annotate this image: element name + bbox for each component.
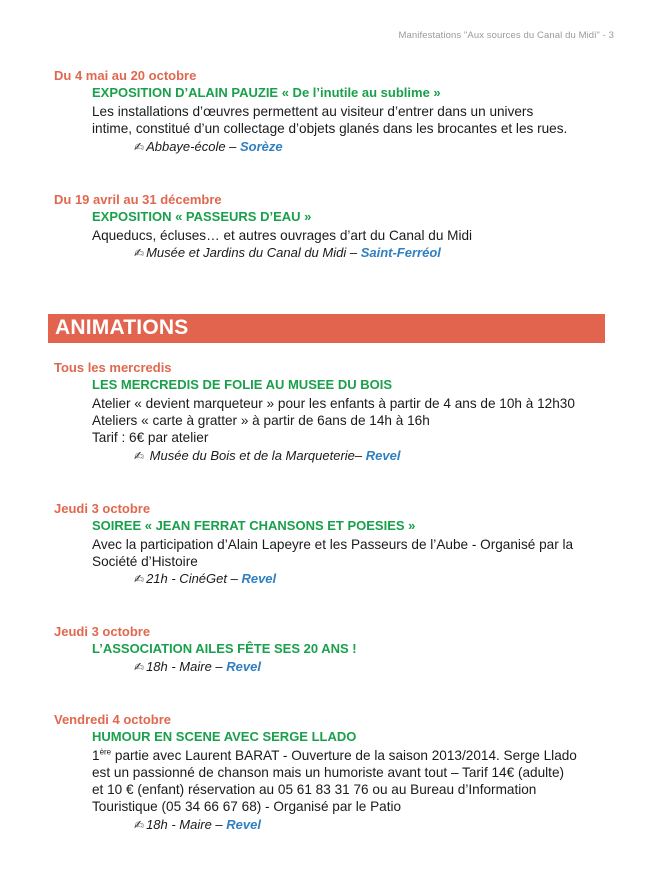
event-description xyxy=(92,395,608,446)
section-title: ANIMATIONS xyxy=(55,316,189,339)
event-date: Jeudi 3 octobre xyxy=(54,624,151,639)
location-place: 18h - Maire – xyxy=(146,659,227,674)
location-city: Revel xyxy=(226,817,261,832)
event-title: LES MERCREDIS DE FOLIE AU MUSEE DU BOIS xyxy=(92,377,392,392)
event-date: Vendredi 4 octobre xyxy=(54,712,172,727)
description-line: Touristique (05 34 66 67 68) - Organisé par le Patio xyxy=(92,799,402,814)
description-line: Atelier « devient marqueteur » pour les enfants à partir de 4 ans de 10h à 12h30 xyxy=(92,396,575,411)
description-line: est un passionné de chanson mais un humoriste avant tout – Tarif 14€ (adulte) xyxy=(92,765,565,780)
description-line: Les installations d’œuvres permettent au visiteur d’entrer dans un univers xyxy=(92,104,534,119)
description-text: partie avec Laurent BARAT - Ouverture de la saison 2013/2014. Serge Llado xyxy=(111,748,577,763)
event-date: Du 19 avril au 31 décembre xyxy=(54,192,222,207)
hand-pointer-icon: ✍ xyxy=(134,449,145,463)
description-line: Tarif : 6€ par atelier xyxy=(92,430,209,445)
location-place: 18h - Maire – xyxy=(146,817,227,832)
event-description xyxy=(92,103,608,137)
event-location xyxy=(134,245,441,260)
hand-pointer-icon: ✍ xyxy=(134,140,145,154)
description-line: Ateliers « carte à gratter » à partir de 6ans de 14h à 16h xyxy=(92,413,430,428)
location-place: Abbaye-école – xyxy=(146,139,241,154)
event-title: EXPOSITION « PASSEURS D’EAU » xyxy=(92,209,312,224)
description-line: Avec la participation d’Alain Lapeyre et les Passeurs de l’Aube - Organisé par la xyxy=(92,537,574,552)
hand-pointer-icon: ✍ xyxy=(134,818,145,832)
location-city: Revel xyxy=(241,571,277,586)
event-location xyxy=(134,448,400,463)
event-date: Jeudi 3 octobre xyxy=(54,501,151,516)
event-date: Tous les mercredis xyxy=(54,360,172,375)
event-location xyxy=(134,571,276,586)
event-title: HUMOUR EN SCENE AVEC SERGE LLADO xyxy=(92,729,357,744)
event-title: L’ASSOCIATION AILES FÊTE SES 20 ANS ! xyxy=(92,641,357,656)
event-date: Du 4 mai au 20 octobre xyxy=(54,68,197,83)
location-city: Revel xyxy=(365,448,401,463)
location-city: Sorèze xyxy=(240,139,283,154)
description-line: Aqueducs, écluses… et autres ouvrages d’art du Canal du Midi xyxy=(92,228,473,243)
event-description xyxy=(92,536,608,570)
location-place: Musée et Jardins du Canal du Midi – xyxy=(146,245,361,260)
event-location xyxy=(134,659,261,674)
event-title: EXPOSITION D’ALAIN PAUZIE « De l’inutile au sublime » xyxy=(92,85,441,100)
ordinal-suffix: ère xyxy=(99,747,112,757)
section-header-bar xyxy=(48,314,605,343)
event-title: SOIREE « JEAN FERRAT CHANSONS ET POESIES » xyxy=(92,518,416,533)
ordinal-number: 1 xyxy=(92,748,100,763)
location-city: Revel xyxy=(226,659,261,674)
location-place: Musée du Bois et de la Marqueterie– xyxy=(146,448,366,463)
hand-pointer-icon: ✍ xyxy=(134,572,145,586)
description-line: Société d’Histoire xyxy=(92,554,198,569)
location-place: 21h - CinéGet – xyxy=(146,571,242,586)
description-line: et 10 € (enfant) réservation au 05 61 83 31 76 ou au Bureau d’Information xyxy=(92,782,537,797)
event-description xyxy=(92,747,608,815)
description-line xyxy=(92,747,608,764)
running-header: Manifestations "Aux sources du Canal du Midi" - 3 xyxy=(398,30,614,41)
event-description xyxy=(92,227,608,244)
event-location xyxy=(134,139,283,154)
hand-pointer-icon: ✍ xyxy=(134,246,145,260)
hand-pointer-icon: ✍ xyxy=(134,660,145,674)
location-city: Saint-Ferréol xyxy=(360,245,441,260)
event-location xyxy=(134,817,261,832)
description-line: intime, constitué d’un collectage d’objets glanés dans les brocantes et les rues. xyxy=(92,121,568,136)
